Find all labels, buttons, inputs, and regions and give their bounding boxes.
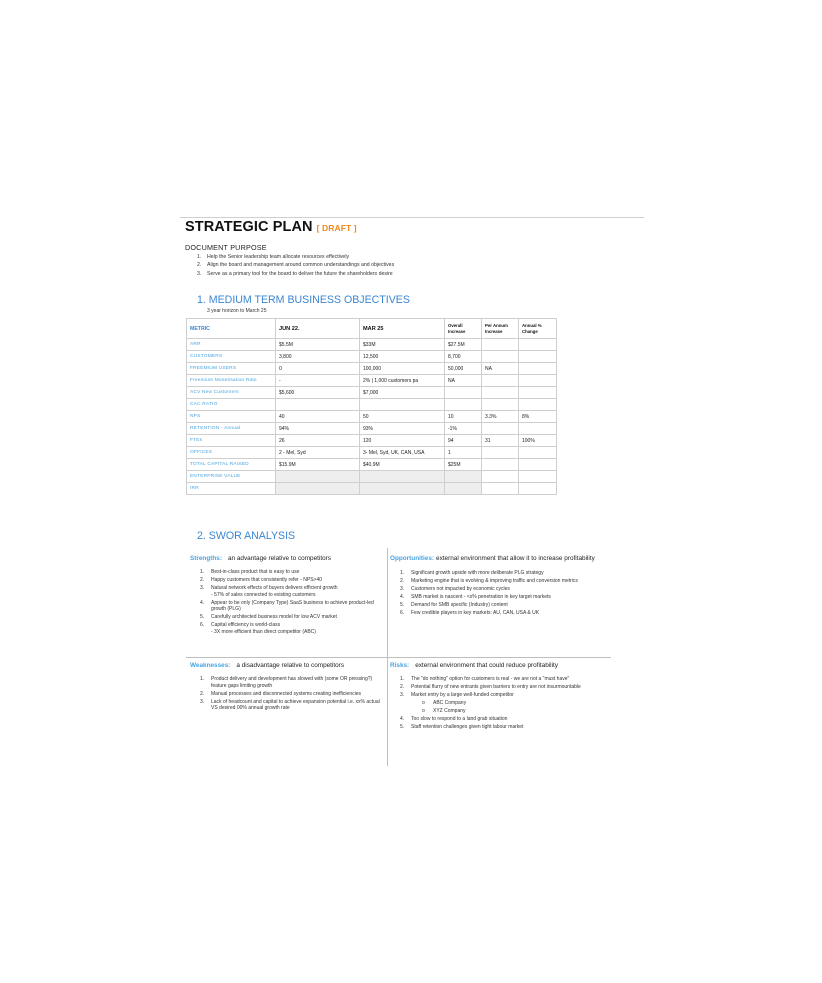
value-cell xyxy=(519,471,557,483)
value-cell xyxy=(276,471,360,483)
opportunities-header xyxy=(390,554,608,563)
risks-label: Risks: xyxy=(390,662,410,669)
risks-desc: external environment that could reduce profitability xyxy=(415,662,558,669)
list-item: 5. Demand for SMB specific (Industry) content xyxy=(400,601,508,608)
value-cell: NA xyxy=(482,363,519,375)
list-item: 5. Carefully architected business model for low ACV market xyxy=(200,614,337,621)
metric-cell: Freemium Monetisation Rate xyxy=(187,375,276,387)
value-cell: 2% | 1,000 customers pa xyxy=(360,375,445,387)
value-cell: NA xyxy=(445,375,482,387)
value-cell xyxy=(482,423,519,435)
table-row xyxy=(187,375,557,387)
metric-cell: CUSTOMERS xyxy=(187,351,276,363)
value-cell: 3,800 xyxy=(276,351,360,363)
metric-cell: ACV New Customers xyxy=(187,387,276,399)
list-item: 5. Staff retention challenges given tight labour market xyxy=(400,724,524,731)
value-cell: 10 xyxy=(445,411,482,423)
strengths-desc: an advantage relative to competitors xyxy=(227,555,331,562)
list-item: 1. Best-in-class product that is easy to use xyxy=(200,569,300,575)
list-item: 2. Happy customers that consistently refer - NPS>40 xyxy=(200,576,323,583)
weaknesses-header xyxy=(190,662,382,669)
draft-badge: [ DRAFT ] xyxy=(316,223,357,233)
value-cell: 100,000 xyxy=(360,363,445,375)
table-row xyxy=(187,399,557,411)
value-cell: $15.9M xyxy=(276,459,360,471)
value-cell: 3- Mel, Syd, UK, CAN, USA xyxy=(360,447,445,459)
table-row xyxy=(187,447,557,459)
list-item: 1. The "do nothing" option for customers is real - we are not a "must have" xyxy=(400,676,570,682)
list-item: 2. Potential flurry of new entrants given barriers to entry are not insurmountable xyxy=(400,683,581,690)
strengths-header xyxy=(190,555,382,562)
list-item: 2. Align the board and management around common understandings and objectives xyxy=(197,262,395,269)
objectives-table-body xyxy=(187,339,557,495)
value-cell: 2 - Mel, Syd xyxy=(276,447,360,459)
list-item: 2. Marketing engine that is evolving & improving traffic and conversion metrics xyxy=(400,577,578,584)
swor-divider-horizontal xyxy=(186,657,611,658)
value-cell: 93% xyxy=(360,423,445,435)
opportunities-list xyxy=(400,570,608,617)
objectives-table xyxy=(186,318,557,495)
value-cell: 50,000 xyxy=(445,363,482,375)
value-cell: $25M xyxy=(445,459,482,471)
strengths-list xyxy=(200,569,382,635)
purpose-list xyxy=(197,253,394,278)
metric-cell: ENTERPRISE VALUE xyxy=(187,471,276,483)
value-cell xyxy=(482,483,519,495)
value-cell: 0 xyxy=(276,363,360,375)
col-mar25: MAR 25 xyxy=(360,319,445,339)
value-cell xyxy=(519,399,557,411)
value-cell xyxy=(519,447,557,459)
competitor-list xyxy=(411,700,608,715)
value-cell xyxy=(519,483,557,495)
list-item: 3. Serve as a primary tool for the board to deliver the future the shareholders desire xyxy=(197,270,393,277)
value-cell: 8,700 xyxy=(445,351,482,363)
table-row xyxy=(187,387,557,399)
list-item: 1. Product delivery and development has slowed with (some OR pressing?) feature gaps limiting growth xyxy=(200,676,373,689)
risks-header xyxy=(390,662,608,669)
weaknesses-list xyxy=(200,676,382,712)
table-row xyxy=(187,351,557,363)
value-cell: 12,500 xyxy=(360,351,445,363)
value-cell xyxy=(276,483,360,495)
table-row xyxy=(187,459,557,471)
value-cell xyxy=(519,387,557,399)
list-item: 2. Manual processes and disconnected systems creating inefficiencies xyxy=(200,690,361,697)
list-item: 3. Lack of headcount and capital to achieve expansion potential i.e. xx% actual VS desired 00% annual growth rate xyxy=(200,698,380,712)
metric-cell: IRR xyxy=(187,483,276,495)
value-cell xyxy=(445,399,482,411)
value-cell xyxy=(360,471,445,483)
metric-cell: CAC RATIO xyxy=(187,399,276,411)
value-cell xyxy=(276,399,360,411)
value-cell: 120 xyxy=(360,435,445,447)
purpose-heading: DOCUMENT PURPOSE xyxy=(185,243,267,252)
value-cell xyxy=(482,399,519,411)
value-cell: $33M xyxy=(360,339,445,351)
value-cell xyxy=(519,459,557,471)
strengths-label: Strengths: xyxy=(190,555,222,562)
value-cell: 94 xyxy=(445,435,482,447)
list-item: o ABC Company xyxy=(422,700,467,707)
table-row xyxy=(187,435,557,447)
metric-cell: ARR xyxy=(187,339,276,351)
weaknesses-quadrant xyxy=(190,662,382,713)
table-row xyxy=(187,339,557,351)
value-cell: 26 xyxy=(276,435,360,447)
value-cell xyxy=(360,483,445,495)
list-item: 4. Too slow to respond to a land grab situation xyxy=(400,716,508,723)
list-item: 3. Market entry by a large well-funded competitor o ABC Company o XYZ Company xyxy=(400,692,608,715)
page-title xyxy=(185,219,357,235)
value-cell xyxy=(519,423,557,435)
col-jun22: JUN 22. xyxy=(276,319,360,339)
col-overall: Overall Increase xyxy=(445,319,482,339)
opportunities-quadrant xyxy=(390,554,608,618)
value-cell: 100% xyxy=(519,435,557,447)
value-cell: - xyxy=(276,375,360,387)
value-cell xyxy=(482,387,519,399)
value-cell xyxy=(482,459,519,471)
metric-cell: NPS xyxy=(187,411,276,423)
title-text: STRATEGIC PLAN xyxy=(185,219,313,235)
list-item: 3. Natural network effects of buyers delivers efficient growth - 57% of sales connected to existing customers xyxy=(200,584,338,598)
value-cell xyxy=(482,447,519,459)
list-item: 6. Capital efficiency is world-class - 3X more efficient than direct competitor (ABC) xyxy=(200,622,316,635)
table-row xyxy=(187,423,557,435)
value-cell xyxy=(445,483,482,495)
col-annual-change: Annual % Change xyxy=(519,319,557,339)
value-cell: 31 xyxy=(482,435,519,447)
value-cell xyxy=(482,351,519,363)
metric-cell: OFFICES xyxy=(187,447,276,459)
value-cell xyxy=(482,339,519,351)
value-cell: $7,000 xyxy=(360,387,445,399)
table-row xyxy=(187,363,557,375)
col-metric: METRIC xyxy=(187,319,276,339)
opportunities-desc: external environment that allow it to increase profitability xyxy=(436,555,595,562)
list-item: 4. Appear to be only (Company Type) SaaS business to achieve product-led growth (PLG) xyxy=(200,599,374,613)
value-cell xyxy=(519,339,557,351)
value-cell xyxy=(482,375,519,387)
value-cell xyxy=(519,351,557,363)
horizon-note: 3 year horizon to March 25 xyxy=(207,308,267,314)
opportunities-label: Opportunities: xyxy=(390,555,435,562)
list-item: 6. Few credible players in key markets: AU, CAN, USA & UK xyxy=(400,609,540,616)
risks-list xyxy=(400,676,608,731)
metric-cell: TOTAL CAPITAL RAISED xyxy=(187,459,276,471)
value-cell xyxy=(482,471,519,483)
table-row xyxy=(187,471,557,483)
value-cell: $27.5M xyxy=(445,339,482,351)
metric-cell: FREEMIUM USERS xyxy=(187,363,276,375)
value-cell xyxy=(360,399,445,411)
value-cell: 50 xyxy=(360,411,445,423)
value-cell: 3.3% xyxy=(482,411,519,423)
risks-quadrant xyxy=(390,662,608,732)
value-cell: -1% xyxy=(445,423,482,435)
swor-heading: 2. SWOR ANALYSIS xyxy=(197,530,296,542)
value-cell: 40 xyxy=(276,411,360,423)
table-header-row xyxy=(187,319,557,339)
value-cell: 8% xyxy=(519,411,557,423)
list-item: 1. Significant growth upside with more deliberate PLG strategy xyxy=(400,570,544,576)
value-cell: $5.5M xyxy=(276,339,360,351)
list-item: 1. Help the Senior leadership team allocate resources effectively xyxy=(197,254,350,260)
list-item: 3. Customers not impacted by economic cycles xyxy=(400,585,510,592)
list-item: o XYZ Company xyxy=(422,708,466,715)
value-cell xyxy=(519,375,557,387)
value-cell: 94% xyxy=(276,423,360,435)
weaknesses-label: Weaknesses: xyxy=(190,662,231,669)
strengths-quadrant xyxy=(190,555,382,637)
table-row xyxy=(187,411,557,423)
col-per-annum: Per Annum Increase xyxy=(482,319,519,339)
value-cell: 1 xyxy=(445,447,482,459)
value-cell xyxy=(445,471,482,483)
metric-cell: RETENTION - Annual xyxy=(187,423,276,435)
value-cell: $5,600 xyxy=(276,387,360,399)
value-cell: $40.9M xyxy=(360,459,445,471)
table-row xyxy=(187,483,557,495)
metric-cell: FTEs xyxy=(187,435,276,447)
value-cell xyxy=(445,387,482,399)
objectives-heading: 1. MEDIUM TERM BUSINESS OBJECTIVES xyxy=(197,294,410,306)
weaknesses-desc: a disadvantage relative to competitors xyxy=(236,662,345,669)
list-item: 4. SMB market is nascent - <x% penetration in key target markets xyxy=(400,593,551,600)
value-cell xyxy=(519,363,557,375)
title-rule xyxy=(180,217,644,218)
